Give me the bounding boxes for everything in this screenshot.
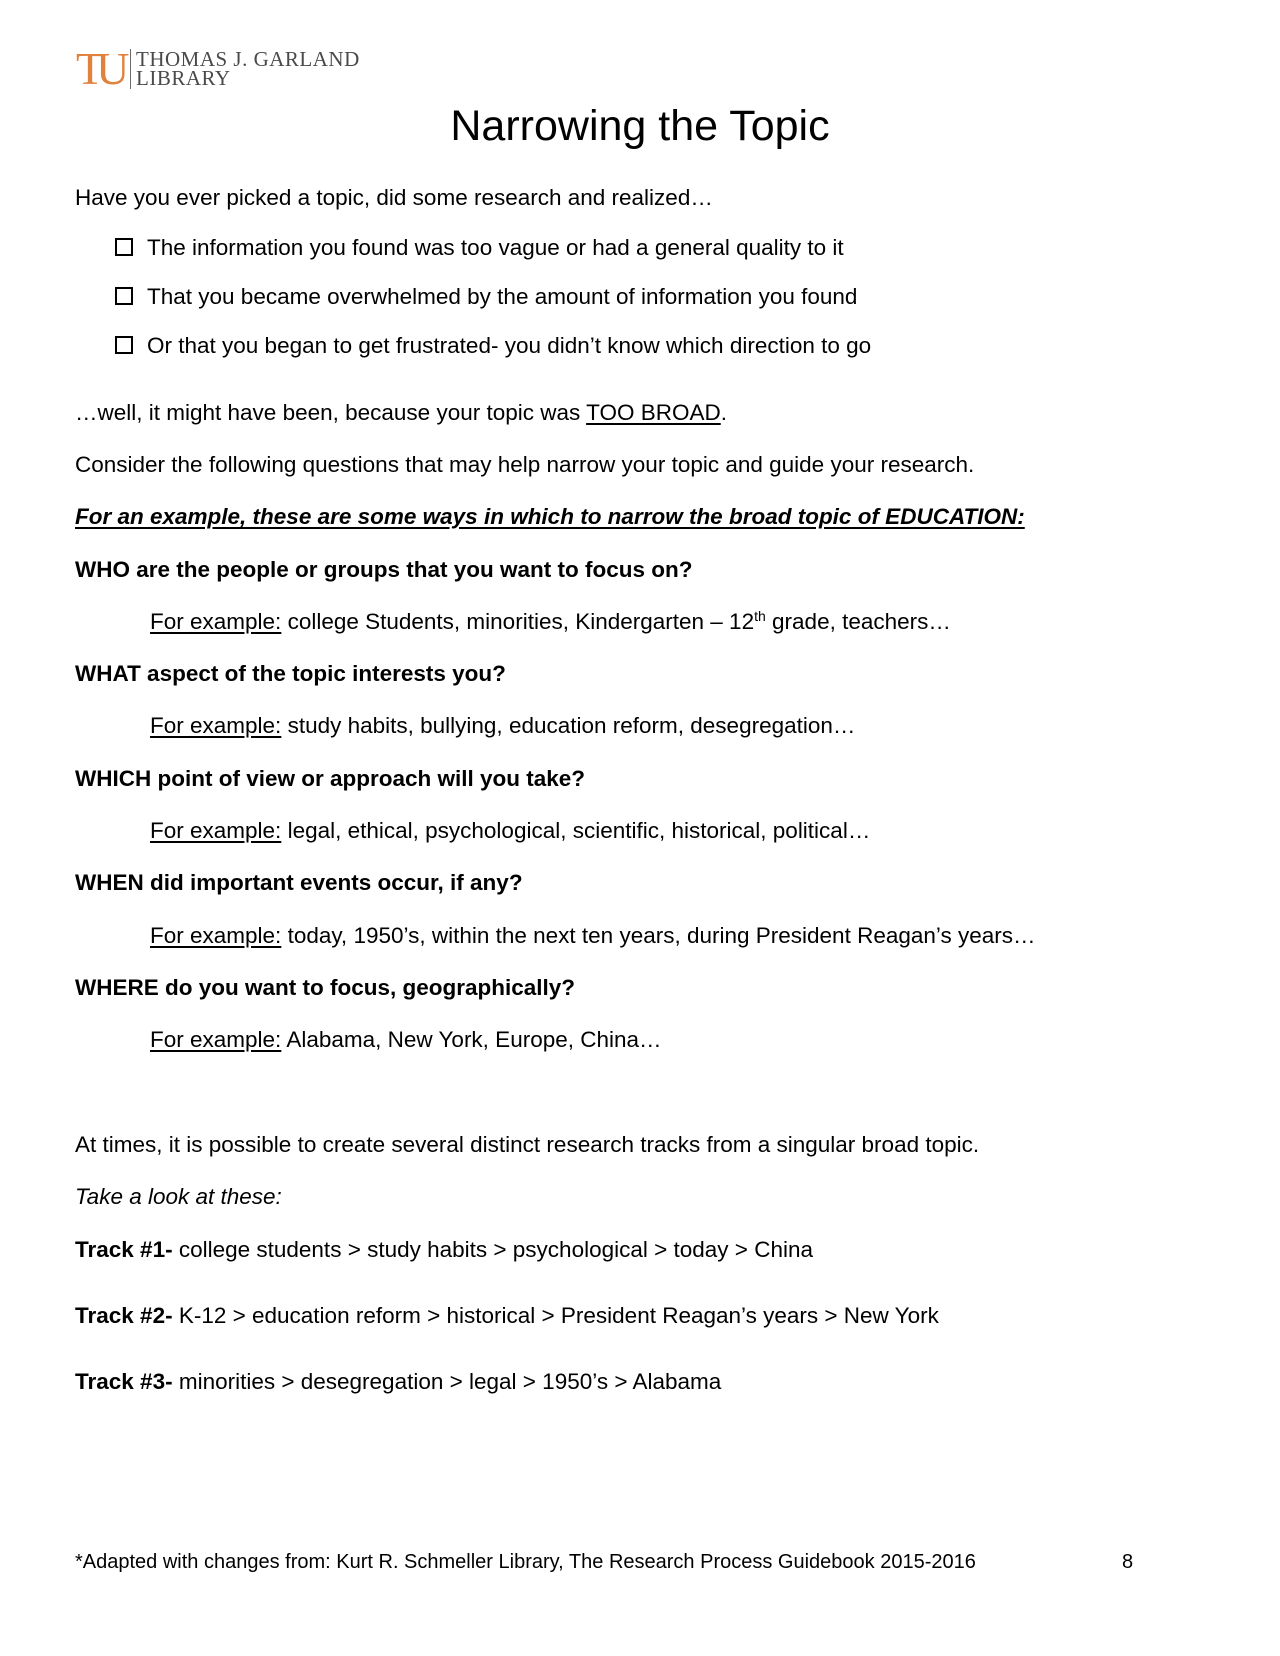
example-label: For example: <box>150 923 282 948</box>
consider-text: Consider the following questions that may help narrow your topic and guide your research. <box>75 452 975 477</box>
example-who: For example: college Students, minorities, Kindergarten – 12th grade, teachers… <box>150 608 951 634</box>
example-what: For example: study habits, bullying, education reform, desegregation… <box>150 713 856 738</box>
checklist-item <box>115 282 857 312</box>
track-2: Track #2- K-12 > education reform > historical > President Reagan’s years > New York <box>75 1303 939 1328</box>
logo-line-2: LIBRARY <box>136 66 231 90</box>
logo-mark: TU <box>76 43 122 94</box>
checkbox-icon <box>115 238 133 256</box>
question-what: WHAT aspect of the topic interests you? <box>75 661 506 686</box>
track-label: Track #2- <box>75 1303 173 1328</box>
question-where: WHERE do you want to focus, geographically? <box>75 975 576 1000</box>
page-number: 8 <box>1122 1551 1134 1573</box>
checkbox-icon <box>115 287 133 305</box>
question-when: WHEN did important events occur, if any? <box>75 870 523 895</box>
tracks-intro: At times, it is possible to create several distinct research tracks from a singular broad topic. <box>75 1132 980 1157</box>
example-label: For example: <box>150 609 282 634</box>
checklist-item-text: Or that you began to get frustrated- you didn’t know which direction to go <box>147 333 872 358</box>
checklist-item-text: The information you found was too vague or had a general quality to it <box>147 235 844 260</box>
footer-source: *Adapted with changes from: Kurt R. Schmeller Library, The Research Process Guidebook 2015-2016 <box>75 1551 976 1573</box>
question-who: WHO are the people or groups that you want to focus on? <box>75 557 693 582</box>
logo-divider <box>130 49 131 89</box>
checklist-item-text: That you became overwhelmed by the amount of information you found <box>147 284 858 309</box>
question-which: WHICH point of view or approach will you take? <box>75 766 586 791</box>
example-label: For example: <box>150 713 282 738</box>
checklist-item <box>115 331 871 361</box>
example-which: For example: legal, ethical, psychological, scientific, historical, political… <box>150 818 871 843</box>
logo-line-1: THOMAS J. GARLAND <box>136 47 360 71</box>
too-broad-text: …well, it might have been, because your topic was TOO BROAD. <box>75 400 727 425</box>
example-heading: For an example, these are some ways in which to narrow the broad topic of EDUCATION: <box>75 504 1025 529</box>
intro-text: Have you ever picked a topic, did some research and realized… <box>75 185 713 210</box>
track-1: Track #1- college students > study habits > psychological > today > China <box>75 1237 813 1262</box>
page-title: Narrowing the Topic <box>450 102 830 150</box>
take-a-look: Take a look at these: <box>75 1184 282 1209</box>
example-label: For example: <box>150 818 282 843</box>
checkbox-icon <box>115 336 133 354</box>
example-when: For example: today, 1950’s, within the next ten years, during President Reagan’s years… <box>150 923 1036 948</box>
example-where: For example: Alabama, New York, Europe, China… <box>150 1027 662 1052</box>
logo-wordmark <box>136 47 360 90</box>
track-label: Track #1- <box>75 1237 173 1262</box>
track-3: Track #3- minorities > desegregation > legal > 1950’s > Alabama <box>75 1369 722 1394</box>
track-label: Track #3- <box>75 1369 173 1394</box>
too-broad-emphasis: TOO BROAD <box>586 400 721 425</box>
checklist-item <box>115 233 844 263</box>
example-label: For example: <box>150 1027 282 1052</box>
